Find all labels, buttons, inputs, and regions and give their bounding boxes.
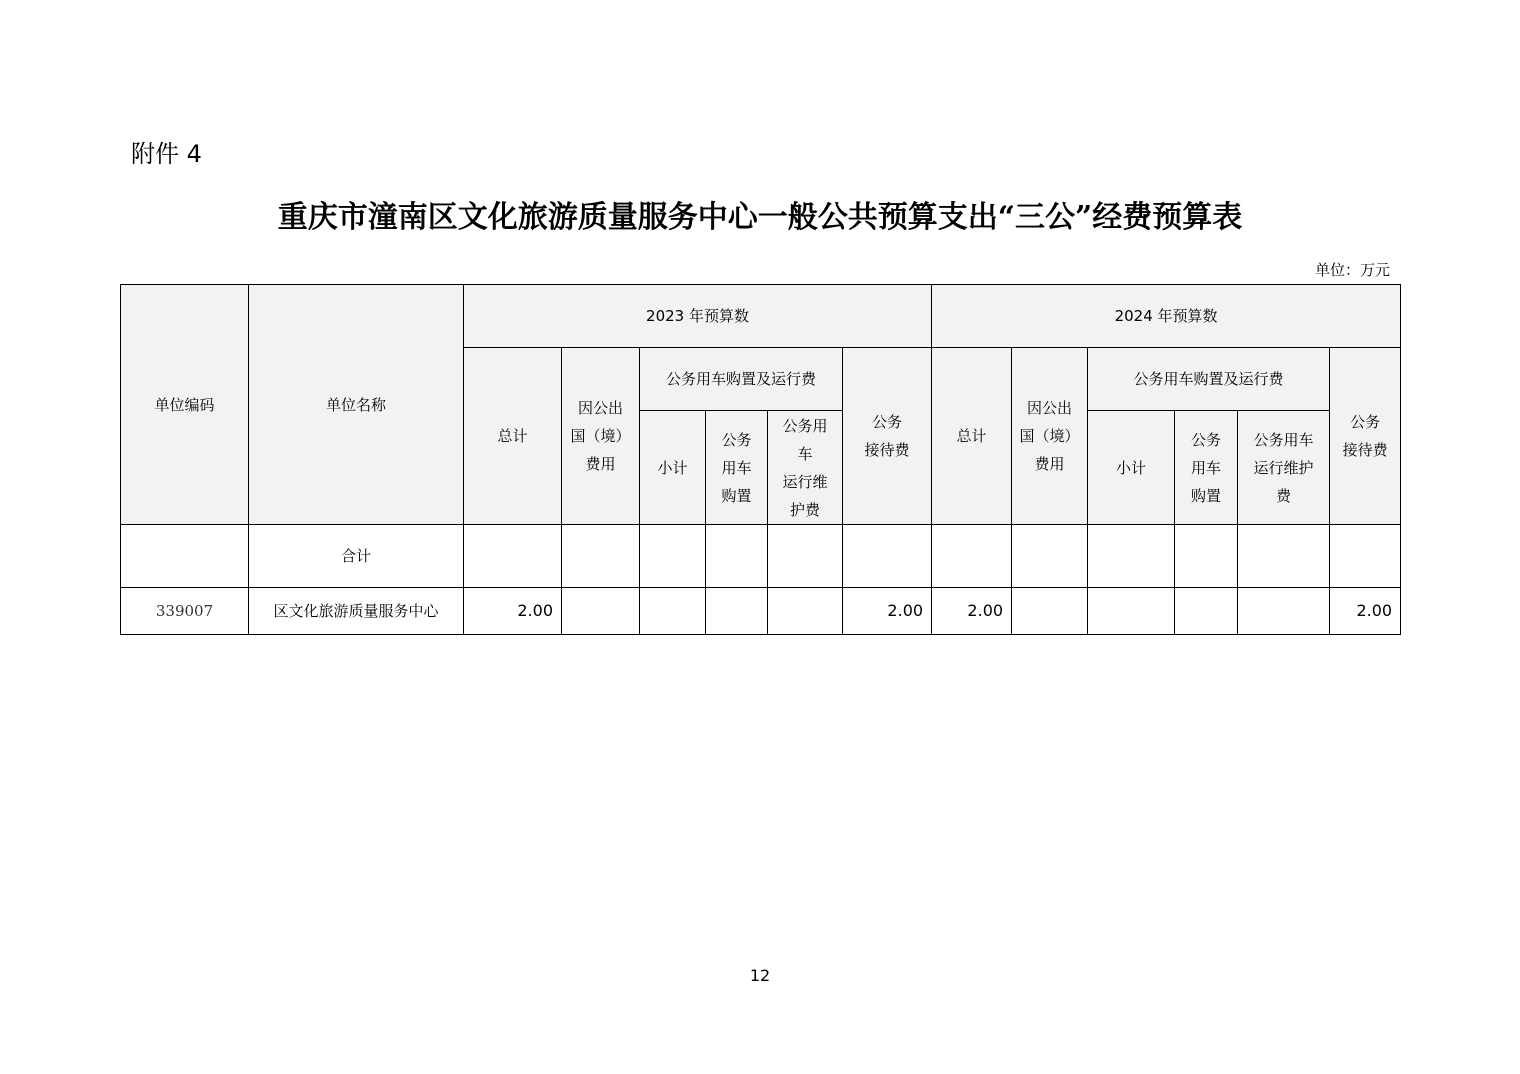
table-row-total xyxy=(121,525,1401,588)
cell-2023-subtotal xyxy=(640,525,706,588)
document-title: 重庆市潼南区文化旅游质量服务中心一般公共预算支出“三公”经费预算表 xyxy=(277,200,1243,235)
header-2023-abroad-line2: 国（境） xyxy=(570,427,631,445)
header-2024-purchase xyxy=(1175,411,1238,525)
cell-name: 区文化旅游质量服务中心 xyxy=(249,588,464,635)
cell-2024-purchase xyxy=(1175,588,1238,635)
header-2024-maint-line1: 公务用车 xyxy=(1253,430,1314,449)
cell-2024-total xyxy=(932,525,1012,588)
unit-label: 单位：万元 xyxy=(1314,261,1390,279)
budget-table xyxy=(120,284,1401,635)
table-row xyxy=(121,588,1401,635)
cell-2023-reception: 2.00 xyxy=(843,588,932,635)
header-2024-maint-line2: 运行维护 xyxy=(1253,458,1314,477)
header-2024-subtotal: 小计 xyxy=(1088,411,1175,525)
header-2023-abroad xyxy=(562,348,640,525)
cell-2023-maintenance xyxy=(768,588,843,635)
header-2024-reception xyxy=(1330,348,1401,525)
cell-2023-total xyxy=(464,525,562,588)
header-2023-subtotal: 小计 xyxy=(640,411,706,525)
cell-code: 339007 xyxy=(121,588,249,635)
cell-2023-total: 2.00 xyxy=(464,588,562,635)
cell-2024-purchase xyxy=(1175,525,1238,588)
cell-2024-reception: 2.00 xyxy=(1330,588,1401,635)
header-2024-maintenance xyxy=(1238,411,1330,525)
header-2023-maint-line3: 运行维 xyxy=(782,472,828,491)
cell-2024-total: 2.00 xyxy=(932,588,1012,635)
header-2023-maintenance xyxy=(768,411,843,525)
header-2024-purchase-line2: 用车 xyxy=(1191,458,1222,477)
header-2023-reception-line1: 公务 xyxy=(872,413,903,431)
header-2024-vehicle-group: 公务用车购置及运行费 xyxy=(1088,348,1330,411)
cell-2024-abroad xyxy=(1012,588,1088,635)
header-year-2024: 2024 年预算数 xyxy=(932,285,1401,348)
header-2023-abroad-line3: 费用 xyxy=(585,455,616,473)
header-year-2023: 2023 年预算数 xyxy=(464,285,932,348)
cell-2023-abroad xyxy=(562,525,640,588)
header-2023-reception xyxy=(843,348,932,525)
cell-code xyxy=(121,525,249,588)
header-2024-abroad-line3: 费用 xyxy=(1034,455,1065,473)
header-2024-purchase-line1: 公务 xyxy=(1191,430,1222,449)
attachment-label: 附件 4 xyxy=(131,140,202,168)
cell-2023-abroad xyxy=(562,588,640,635)
header-2024-total: 总计 xyxy=(932,348,1012,525)
cell-2023-subtotal xyxy=(640,588,706,635)
header-2023-abroad-line1: 因公出 xyxy=(577,399,623,417)
cell-name: 合计 xyxy=(249,525,464,588)
cell-2024-maintenance xyxy=(1238,588,1330,635)
header-2023-total: 总计 xyxy=(464,348,562,525)
cell-2024-reception xyxy=(1330,525,1401,588)
header-2024-maint-line3: 费 xyxy=(1276,486,1292,505)
header-2024-reception-line2: 接待费 xyxy=(1342,441,1388,459)
header-2024-abroad-line1: 因公出 xyxy=(1027,399,1073,417)
header-2023-vehicle-group: 公务用车购置及运行费 xyxy=(640,348,843,411)
header-2023-reception-line2: 接待费 xyxy=(864,441,910,459)
cell-2023-purchase xyxy=(706,525,768,588)
header-2024-reception-line1: 公务 xyxy=(1350,413,1381,431)
cell-2023-purchase xyxy=(706,588,768,635)
header-2023-purchase xyxy=(706,411,768,525)
header-2023-maint-line2: 车 xyxy=(797,444,813,463)
cell-2024-abroad xyxy=(1012,525,1088,588)
header-2023-maint-line1: 公务用 xyxy=(782,416,828,435)
header-unit-name: 单位名称 xyxy=(249,285,464,525)
cell-2024-maintenance xyxy=(1238,525,1330,588)
cell-2023-reception xyxy=(843,525,932,588)
header-unit-code: 单位编码 xyxy=(121,285,249,525)
header-2023-maint-line4: 护费 xyxy=(789,500,820,519)
header-2023-purchase-line2: 用车 xyxy=(721,458,752,477)
header-2024-abroad xyxy=(1012,348,1088,525)
cell-2024-subtotal xyxy=(1088,588,1175,635)
page-number: 12 xyxy=(749,966,771,985)
cell-2023-maintenance xyxy=(768,525,843,588)
header-2024-abroad-line2: 国（境） xyxy=(1019,427,1080,445)
cell-2024-subtotal xyxy=(1088,525,1175,588)
header-2024-purchase-line3: 购置 xyxy=(1191,486,1222,505)
header-2023-purchase-line3: 购置 xyxy=(721,486,752,505)
header-2023-purchase-line1: 公务 xyxy=(721,430,752,449)
